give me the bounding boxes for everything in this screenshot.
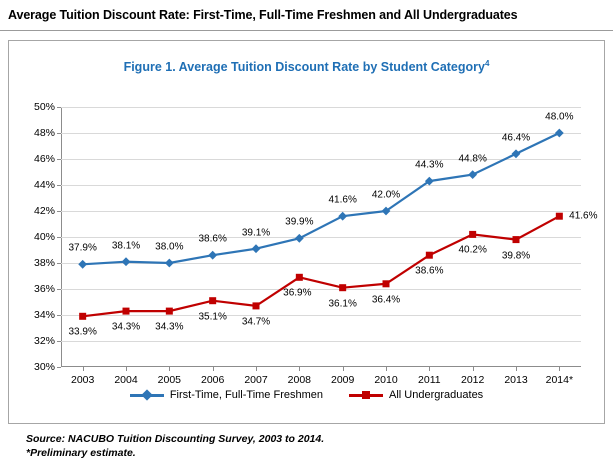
data-label-freshmen: 37.9% <box>68 242 97 254</box>
page-title: Average Tuition Discount Rate: First-Time, Full-Time Freshmen and All Undergraduates <box>8 8 518 22</box>
y-tick-label: 46% <box>33 153 55 165</box>
data-point-marker <box>296 274 303 281</box>
data-label-freshmen: 41.6% <box>328 194 357 206</box>
x-tick-mark <box>83 367 84 371</box>
data-label-undergraduates: 35.1% <box>198 311 227 323</box>
x-tick-mark <box>126 367 127 371</box>
x-tick-label: 2009 <box>330 374 355 386</box>
data-label-freshmen: 48.0% <box>545 111 574 123</box>
x-tick-label: 2003 <box>70 374 95 386</box>
data-point-marker <box>122 257 131 266</box>
chart-title-text: Figure 1. Average Tuition Discount Rate by Student Category <box>123 60 485 75</box>
plot-area <box>33 101 598 386</box>
source-note-line-2: *Preliminary estimate. <box>26 447 136 459</box>
y-tick-label: 40% <box>33 231 55 243</box>
legend-label-freshmen: First-Time, Full-Time Freshmen <box>169 389 324 401</box>
data-point-marker <box>252 244 261 253</box>
data-point-marker <box>383 280 390 287</box>
title-divider <box>0 30 613 31</box>
x-tick-label: 2005 <box>157 374 182 386</box>
data-label-undergraduates: 36.9% <box>283 287 312 299</box>
x-tick-mark <box>299 367 300 371</box>
data-label-undergraduates: 34.3% <box>111 321 141 333</box>
y-tick-label: 30% <box>33 361 55 373</box>
x-tick-label: 2006 <box>200 374 225 386</box>
x-tick-label: 2008 <box>287 374 312 386</box>
data-point-marker <box>208 251 217 260</box>
data-label-undergraduates: 34.7% <box>241 316 271 328</box>
x-tick-mark <box>429 367 430 371</box>
data-label-freshmen: 38.1% <box>111 240 141 252</box>
data-point-marker <box>209 297 216 304</box>
data-label-undergraduates: 39.8% <box>501 250 531 262</box>
series-line <box>83 216 560 316</box>
data-label-freshmen: 39.9% <box>285 216 314 228</box>
x-tick-mark <box>559 367 560 371</box>
data-point-marker <box>469 231 476 238</box>
x-tick-label: 2004 <box>114 374 138 386</box>
chart-title-footnote: 4 <box>484 59 490 68</box>
data-point-marker <box>339 284 346 291</box>
data-label-undergraduates: 38.6% <box>415 265 444 277</box>
y-tick-mark <box>57 367 61 368</box>
data-point-marker <box>78 260 87 269</box>
data-label-freshmen: 38.6% <box>198 233 227 245</box>
legend-swatch-undergraduates <box>349 394 383 397</box>
chart-legend <box>9 389 604 401</box>
data-label-undergraduates: 33.9% <box>68 326 97 338</box>
x-tick-label: 2014* <box>545 374 574 386</box>
legend-item-undergraduates <box>349 389 483 401</box>
data-label-undergraduates: 36.4% <box>371 294 401 306</box>
data-point-marker <box>338 212 347 221</box>
data-label-freshmen: 38.0% <box>155 241 184 253</box>
data-point-marker <box>426 252 433 259</box>
source-note <box>26 432 324 460</box>
data-point-marker <box>253 302 260 309</box>
legend-swatch-freshmen <box>130 394 164 397</box>
x-tick-label: 2012 <box>460 374 485 386</box>
data-point-marker <box>512 149 521 158</box>
y-tick-label: 36% <box>33 283 55 295</box>
legend-item-freshmen <box>130 389 323 401</box>
data-point-marker <box>166 308 173 315</box>
data-point-marker <box>165 259 174 268</box>
data-point-marker <box>79 313 86 320</box>
x-tick-mark <box>256 367 257 371</box>
legend-label-undergraduates: All Undergraduates <box>389 389 484 401</box>
data-point-marker <box>555 129 564 138</box>
data-point-marker <box>513 236 520 243</box>
x-tick-mark <box>213 367 214 371</box>
data-label-freshmen: 39.1% <box>241 227 271 239</box>
data-label-undergraduates: 34.3% <box>155 321 184 333</box>
x-tick-mark <box>516 367 517 371</box>
data-label-freshmen: 44.8% <box>458 153 487 165</box>
data-point-marker <box>295 234 304 243</box>
y-tick-label: 48% <box>33 127 55 139</box>
legend-marker <box>141 389 152 400</box>
x-tick-label: 2011 <box>418 374 441 386</box>
x-tick-mark <box>386 367 387 371</box>
y-tick-label: 50% <box>33 101 55 113</box>
x-tick-label: 2007 <box>244 374 268 386</box>
data-point-marker <box>556 213 563 220</box>
y-tick-label: 42% <box>33 205 55 217</box>
source-note-line-1: Source: NACUBO Tuition Discounting Survey, 2003 to 2014. <box>26 433 325 445</box>
legend-marker <box>362 391 370 399</box>
data-label-undergraduates: 41.6% <box>569 210 598 222</box>
chart-container <box>8 40 605 424</box>
y-tick-label: 32% <box>33 335 55 347</box>
x-tick-mark <box>473 367 474 371</box>
x-tick-mark <box>343 367 344 371</box>
x-tick-mark <box>169 367 170 371</box>
data-label-undergraduates: 40.2% <box>458 244 487 256</box>
data-label-undergraduates: 36.1% <box>328 298 357 310</box>
data-label-freshmen: 46.4% <box>501 132 531 144</box>
data-point-marker <box>468 170 477 179</box>
x-tick-label: 2013 <box>504 374 528 386</box>
y-tick-label: 38% <box>33 257 55 269</box>
data-point-marker <box>123 308 130 315</box>
chart-title <box>9 59 604 74</box>
data-label-freshmen: 44.3% <box>415 159 444 171</box>
y-tick-label: 44% <box>33 179 55 191</box>
x-tick-label: 2010 <box>374 374 398 386</box>
data-label-freshmen: 42.0% <box>371 189 401 201</box>
y-tick-label: 34% <box>33 309 55 321</box>
